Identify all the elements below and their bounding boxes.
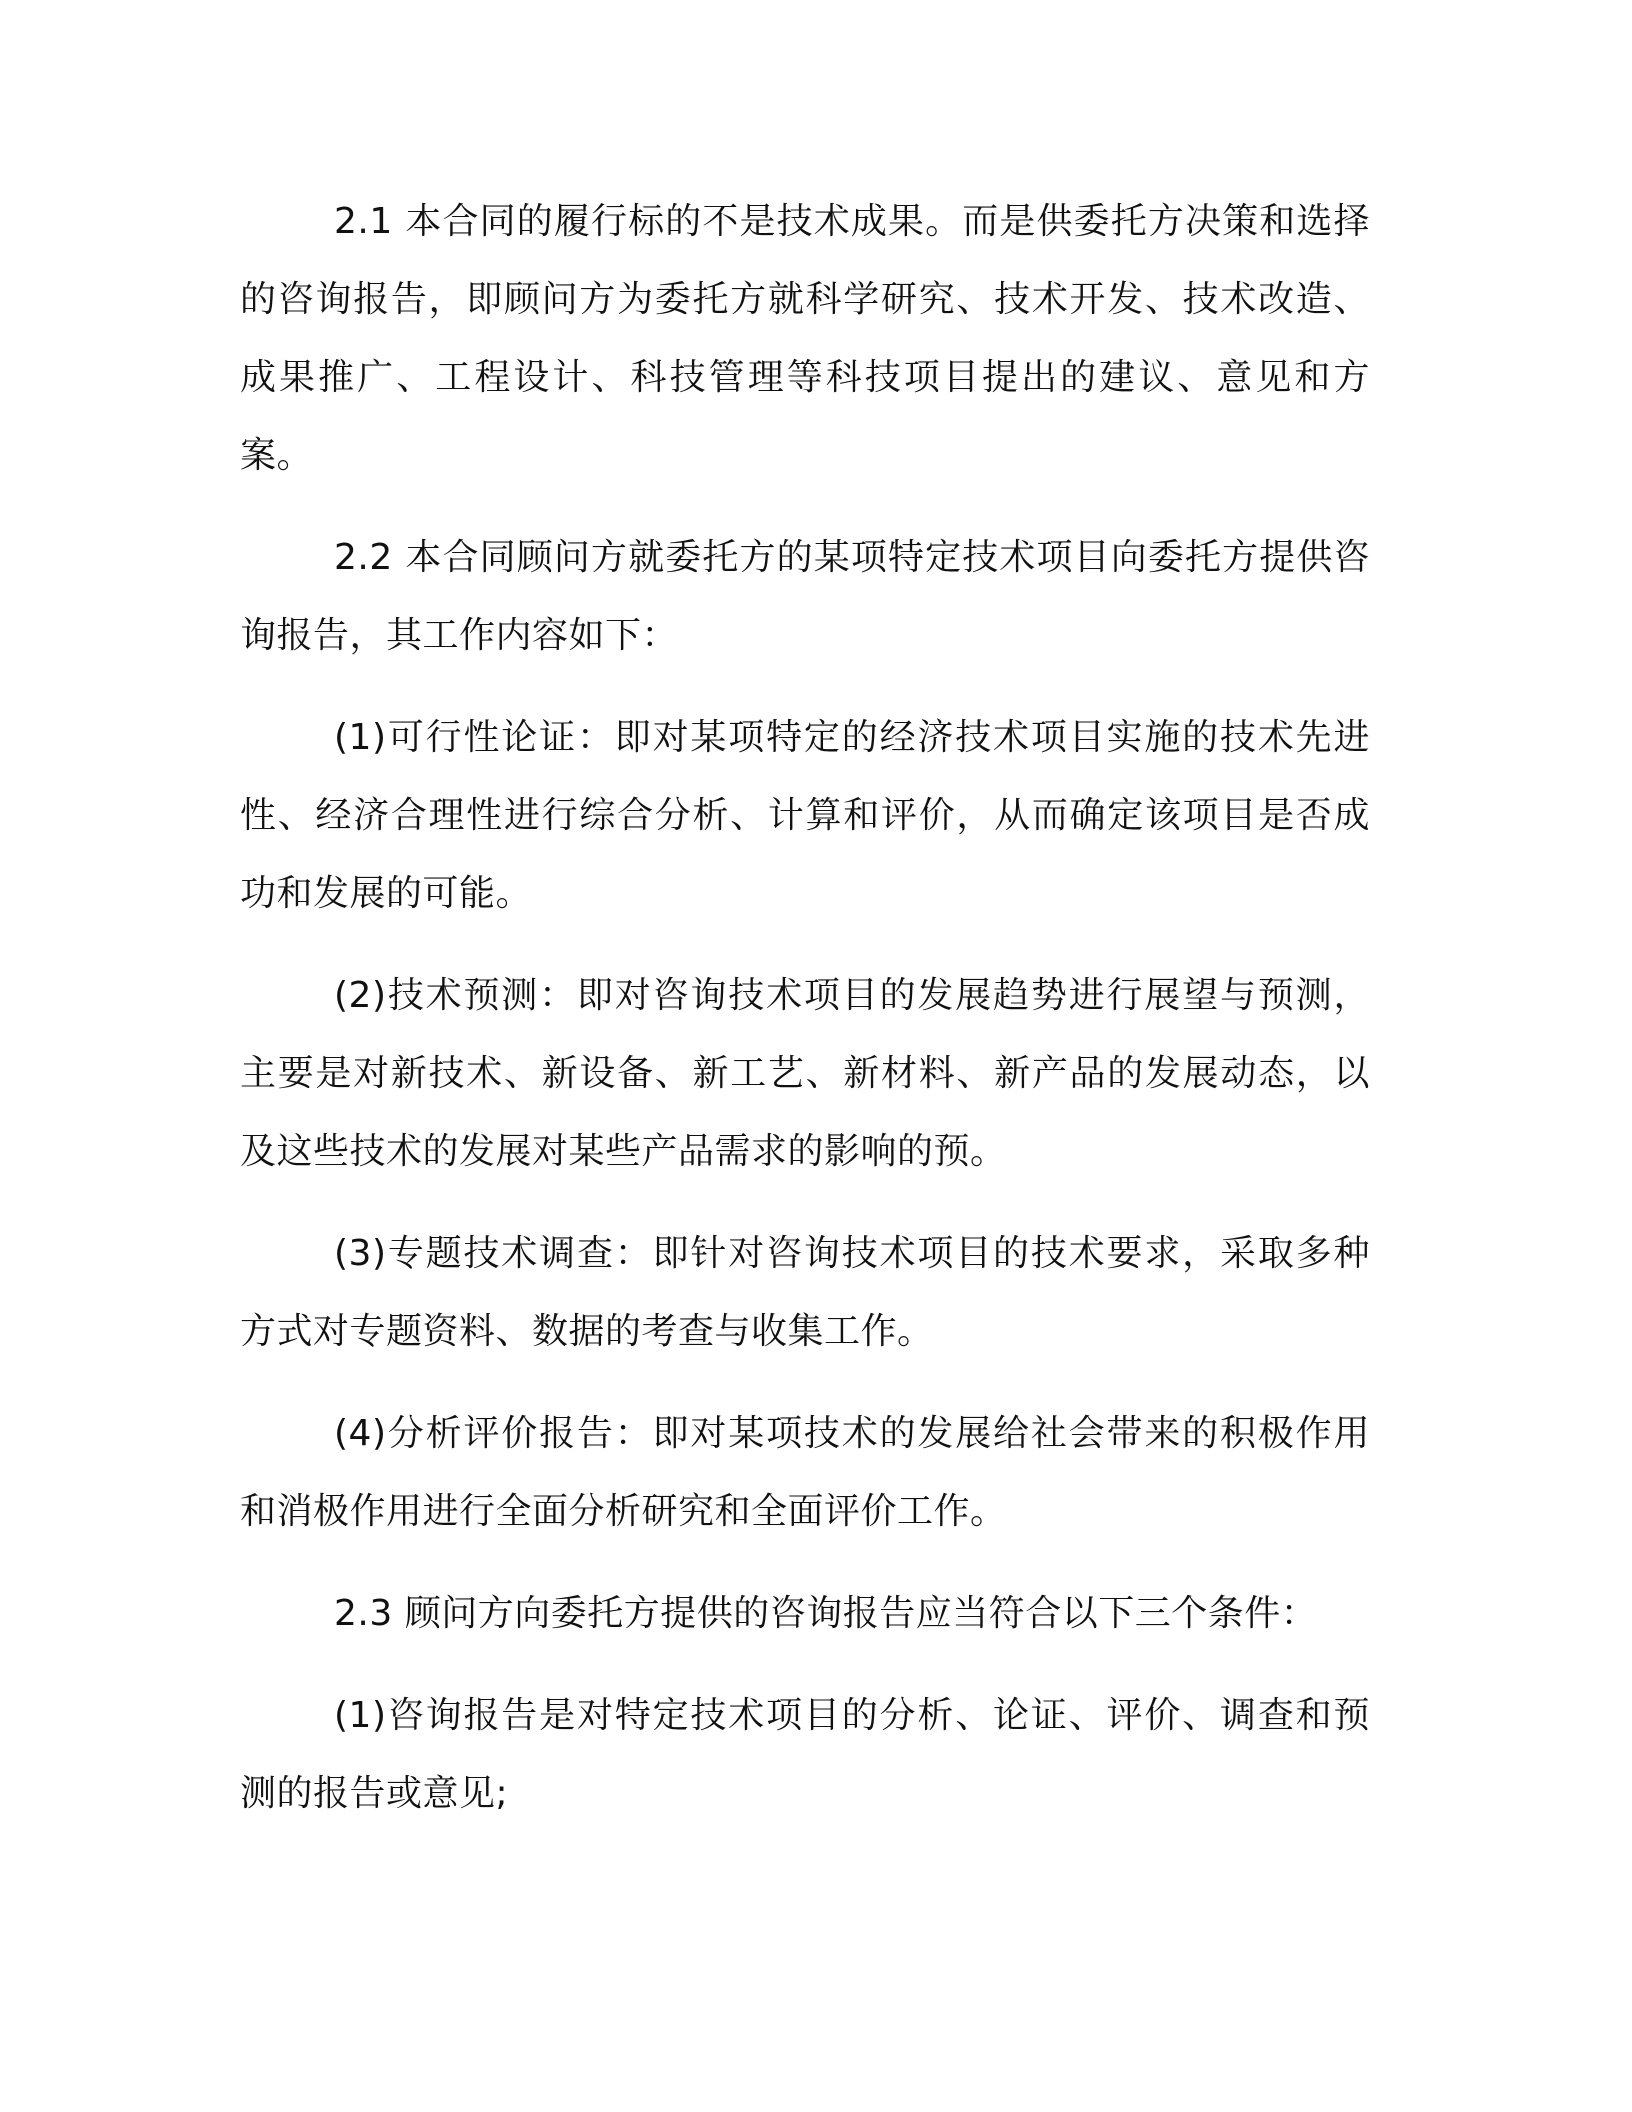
paragraph-tech-forecast: (2)技术预测：即对咨询技术项目的发展趋势进行展望与预测，主要是对新技术、新设备、新工艺、新材料、新产品的发展动态，以及这些技术的发展对某些产品需求的影响的预。 <box>240 975 1370 1172</box>
paragraph-2-3: 2.3 顾问方向委托方提供的咨询报告应当符合以下三个条件： <box>334 1593 1318 1634</box>
document-body <box>240 183 1370 1833</box>
paragraph-condition-1: (1)咨询报告是对特定技术项目的分析、论证、评价、调查和预测的报告或意见; <box>240 1695 1370 1814</box>
paragraph-analysis-report: (4)分析评价报告：即对某项技术的发展给社会带来的积极作用和消极作用进行全面分析研究和全面评价工作。 <box>240 1413 1370 1532</box>
paragraph-2-2: 2.2 本合同顾问方就委托方的某项特定技术项目向委托方提供咨询报告，其工作内容如下： <box>240 537 1370 656</box>
paragraph-2-1: 2.1 本合同的履行标的不是技术成果。而是供委托方决策和选择的咨询报告，即顾问方为委托方就科学研究、技术开发、技术改造、成果推广、工程设计、科技管理等科技项目提出的建议、意见和方案。 <box>240 201 1370 476</box>
paragraph-feasibility: (1)可行性论证：即对某项特定的经济技术项目实施的技术先进性、经济合理性进行综合分析、计算和评价，从而确定该项目是否成功和发展的可能。 <box>240 717 1370 914</box>
paragraph-special-survey: (3)专题技术调查：即针对咨询技术项目的技术要求，采取多种方式对专题资料、数据的考查与收集工作。 <box>240 1233 1370 1352</box>
